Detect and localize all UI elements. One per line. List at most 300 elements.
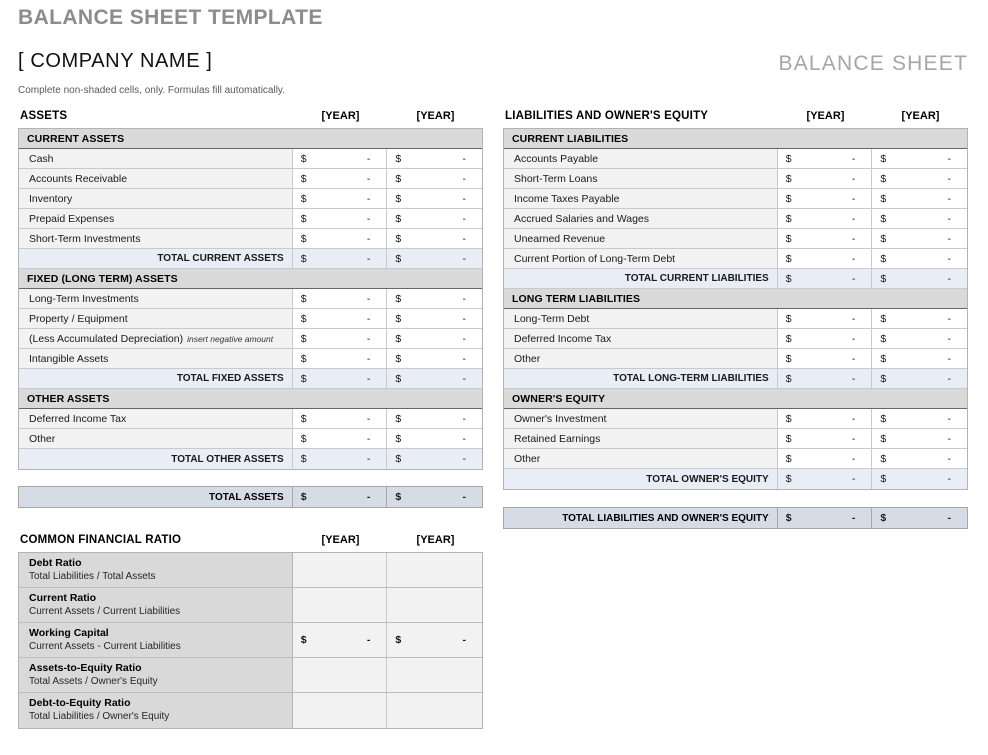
value-cell-year1[interactable] xyxy=(293,429,388,448)
currency-symbol: $ xyxy=(395,232,402,245)
line-item-row xyxy=(19,329,482,349)
currency-symbol: $ xyxy=(785,332,792,345)
line-item-row xyxy=(504,449,967,469)
value-cell-year1[interactable] xyxy=(293,409,388,428)
empty-value: - xyxy=(851,252,856,265)
empty-value: - xyxy=(462,252,466,265)
currency-symbol: $ xyxy=(395,312,402,325)
empty-value: - xyxy=(851,232,856,245)
row-label-text: Other xyxy=(514,352,541,365)
value-cell-year1[interactable] xyxy=(778,309,873,328)
empty-value: - xyxy=(851,212,856,225)
row-label-text: Short-Term Loans xyxy=(514,172,598,185)
row-label-text: Short-Term Investments xyxy=(29,232,141,245)
subtotal-row xyxy=(504,369,967,389)
line-item-row xyxy=(504,229,967,249)
empty-value: - xyxy=(947,252,952,265)
total-liabilities-equity-value-year2 xyxy=(872,508,967,528)
value-cell-year1[interactable] xyxy=(293,149,388,168)
currency-symbol: $ xyxy=(880,332,887,345)
subtotal-value-year2 xyxy=(872,469,967,489)
empty-value: - xyxy=(947,172,952,185)
row-label-text: Accrued Salaries and Wages xyxy=(514,212,650,225)
ratio-value-year1 xyxy=(293,623,388,657)
empty-value: - xyxy=(462,292,467,305)
empty-value: - xyxy=(947,272,951,285)
empty-value: - xyxy=(851,432,856,445)
value-cell-year2[interactable] xyxy=(387,209,482,228)
currency-symbol: $ xyxy=(300,152,307,165)
currency-symbol: $ xyxy=(880,192,887,205)
section-header-label: LONG TERM LIABILITIES xyxy=(512,292,641,305)
currency-symbol: $ xyxy=(300,372,307,385)
ratio-header-row xyxy=(18,531,483,548)
line-item-row xyxy=(19,229,482,249)
ratio-title: COMMON FINANCIAL RATIO xyxy=(20,533,182,546)
row-label-text: Property / Equipment xyxy=(29,312,128,325)
currency-symbol: $ xyxy=(785,352,792,365)
value-cell-year2[interactable] xyxy=(387,429,482,448)
ratio-label xyxy=(19,553,293,587)
line-item-row xyxy=(504,309,967,329)
currency-symbol: $ xyxy=(300,491,307,503)
empty-value: - xyxy=(366,332,371,345)
ratio-formula: Total Assets / Owner's Equity xyxy=(29,676,158,687)
line-item-row xyxy=(19,169,482,189)
currency-symbol: $ xyxy=(395,172,402,185)
liabilities-year-header-2[interactable]: [YEAR] xyxy=(901,109,940,122)
empty-value: - xyxy=(947,412,952,425)
empty-value: - xyxy=(462,491,466,503)
subtotal-value-year1 xyxy=(293,449,388,469)
currency-symbol: $ xyxy=(300,292,307,305)
empty-value: - xyxy=(462,332,467,345)
value-cell-year1[interactable] xyxy=(778,229,873,248)
currency-symbol: $ xyxy=(880,352,887,365)
value-cell-year1[interactable] xyxy=(293,229,388,248)
subtotal-value-year2 xyxy=(387,449,482,469)
section-header-row xyxy=(504,129,967,149)
assets-year-header-1[interactable]: [YEAR] xyxy=(321,109,360,122)
liabilities-title: LIABILITIES AND OWNER'S EQUITY xyxy=(505,109,709,122)
currency-symbol: $ xyxy=(880,432,887,445)
line-item-row xyxy=(504,429,967,449)
row-label-text: Accounts Payable xyxy=(514,152,599,165)
currency-symbol: $ xyxy=(880,473,887,485)
total-assets-value-year2 xyxy=(387,487,482,507)
ratio-value-year1 xyxy=(293,658,388,692)
currency-symbol: $ xyxy=(395,352,402,365)
row-label xyxy=(504,429,778,448)
subtotal-label: TOTAL CURRENT LIABILITIES xyxy=(504,269,778,288)
empty-value: - xyxy=(462,312,467,325)
value-cell-year2[interactable] xyxy=(872,149,967,168)
row-label xyxy=(504,169,778,188)
empty-value: - xyxy=(947,473,951,485)
currency-symbol: $ xyxy=(300,634,307,646)
assets-title: ASSETS xyxy=(20,109,68,122)
empty-value: - xyxy=(947,432,952,445)
ratio-row xyxy=(19,588,482,623)
ratio-row xyxy=(19,623,482,658)
value-cell-year1[interactable] xyxy=(293,329,388,348)
empty-value: - xyxy=(462,432,467,445)
empty-value: - xyxy=(462,352,467,365)
row-label xyxy=(504,309,778,328)
line-item-row xyxy=(504,409,967,429)
empty-value: - xyxy=(947,512,951,524)
row-label-text: Other xyxy=(514,452,541,465)
empty-value: - xyxy=(366,152,371,165)
currency-symbol: $ xyxy=(785,372,792,385)
line-item-row xyxy=(19,289,482,309)
liabilities-table xyxy=(503,128,968,490)
empty-value: - xyxy=(947,312,952,325)
ratio-name: Debt Ratio xyxy=(29,557,82,569)
empty-value: - xyxy=(947,152,952,165)
value-cell-year2[interactable] xyxy=(872,349,967,368)
row-label xyxy=(19,329,293,348)
currency-symbol: $ xyxy=(785,512,792,524)
section-header-row xyxy=(19,129,482,149)
value-cell-year1[interactable] xyxy=(293,209,388,228)
section-header-label: FIXED (LONG TERM) ASSETS xyxy=(27,272,178,285)
currency-symbol: $ xyxy=(300,212,307,225)
assets-table xyxy=(18,128,483,470)
total-assets-label: TOTAL ASSETS xyxy=(19,487,293,507)
line-item-row xyxy=(504,149,967,169)
line-item-row xyxy=(504,329,967,349)
total-assets-row xyxy=(18,486,483,508)
empty-value: - xyxy=(366,352,371,365)
empty-value: - xyxy=(947,452,952,465)
section-header-label: OTHER ASSETS xyxy=(27,392,110,405)
assets-year-header-2[interactable]: [YEAR] xyxy=(416,109,455,122)
line-item-row xyxy=(19,149,482,169)
section-header-row xyxy=(19,269,482,289)
row-label xyxy=(19,309,293,328)
empty-value: - xyxy=(462,152,467,165)
subtotal-label: TOTAL LONG-TERM LIABILITIES xyxy=(504,369,778,388)
empty-value: - xyxy=(947,352,952,365)
currency-symbol: $ xyxy=(395,634,402,646)
page-title: BALANCE SHEET TEMPLATE xyxy=(18,6,323,29)
value-cell-year2[interactable] xyxy=(387,189,482,208)
ratio-formula: Current Assets - Current Liabilities xyxy=(29,641,181,652)
currency-symbol: $ xyxy=(300,453,307,465)
value-cell-year1[interactable] xyxy=(778,449,873,468)
empty-value: - xyxy=(851,412,856,425)
empty-value: - xyxy=(462,453,466,465)
empty-value: - xyxy=(462,172,467,185)
ratio-table xyxy=(18,552,483,729)
value-cell-year1[interactable] xyxy=(293,189,388,208)
ratio-value-year2 xyxy=(387,693,482,728)
line-item-row xyxy=(504,189,967,209)
company-name-placeholder[interactable]: [ COMPANY NAME ] xyxy=(18,50,213,72)
row-label xyxy=(19,189,293,208)
value-cell-year1[interactable] xyxy=(778,209,873,228)
line-item-row xyxy=(19,189,482,209)
subtotal-value-year1 xyxy=(778,369,873,388)
value-cell-year1[interactable] xyxy=(778,329,873,348)
value-cell-year2[interactable] xyxy=(387,169,482,188)
empty-value: - xyxy=(947,192,952,205)
currency-symbol: $ xyxy=(785,172,792,185)
currency-symbol: $ xyxy=(395,412,402,425)
value-cell-year1[interactable] xyxy=(778,349,873,368)
ratio-label xyxy=(19,623,293,657)
currency-symbol: $ xyxy=(395,453,402,465)
row-label-text: Prepaid Expenses xyxy=(29,212,115,225)
row-label xyxy=(504,449,778,468)
value-cell-year1[interactable] xyxy=(778,189,873,208)
empty-value: - xyxy=(366,172,371,185)
empty-value: - xyxy=(462,412,467,425)
currency-symbol: $ xyxy=(300,312,307,325)
empty-value: - xyxy=(851,312,856,325)
value-cell-year1[interactable] xyxy=(293,289,388,308)
currency-symbol: $ xyxy=(395,192,402,205)
value-cell-year2[interactable] xyxy=(872,429,967,448)
value-cell-year2[interactable] xyxy=(872,409,967,428)
value-cell-year2[interactable] xyxy=(872,449,967,468)
ratio-value-year2 xyxy=(387,588,482,622)
row-label-text: Accounts Receivable xyxy=(29,172,128,185)
currency-symbol: $ xyxy=(300,332,307,345)
value-cell-year2[interactable] xyxy=(872,329,967,348)
empty-value: - xyxy=(366,252,371,265)
currency-symbol: $ xyxy=(785,192,792,205)
assets-header-row xyxy=(18,107,483,124)
subtotal-label: TOTAL FIXED ASSETS xyxy=(19,369,293,388)
value-cell-year2[interactable] xyxy=(387,149,482,168)
value-cell-year2[interactable] xyxy=(872,209,967,228)
empty-value: - xyxy=(366,634,371,646)
row-label-text: Income Taxes Payable xyxy=(514,192,620,205)
subtotal-label: TOTAL CURRENT ASSETS xyxy=(19,249,293,268)
currency-symbol: $ xyxy=(785,473,792,485)
empty-value: - xyxy=(462,372,466,385)
currency-symbol: $ xyxy=(880,512,887,524)
row-label-text: Cash xyxy=(29,152,54,165)
currency-symbol: $ xyxy=(300,432,307,445)
row-label xyxy=(19,349,293,368)
line-item-row xyxy=(19,209,482,229)
ratio-name: Assets-to-Equity Ratio xyxy=(29,662,142,674)
ratio-value-year1 xyxy=(293,553,388,587)
row-label-text: Current Portion of Long-Term Debt xyxy=(514,252,676,265)
currency-symbol: $ xyxy=(300,192,307,205)
currency-symbol: $ xyxy=(785,232,792,245)
section-header-label: CURRENT ASSETS xyxy=(27,132,125,145)
value-cell-year2[interactable] xyxy=(872,249,967,268)
empty-value: - xyxy=(851,332,856,345)
empty-value: - xyxy=(462,212,467,225)
empty-value: - xyxy=(366,372,371,385)
currency-symbol: $ xyxy=(300,352,307,365)
value-cell-year1[interactable] xyxy=(293,169,388,188)
value-cell-year2[interactable] xyxy=(387,409,482,428)
ratio-label xyxy=(19,588,293,622)
currency-symbol: $ xyxy=(395,152,402,165)
subtotal-value-year2 xyxy=(872,369,967,388)
currency-symbol: $ xyxy=(880,412,887,425)
currency-symbol: $ xyxy=(395,332,402,345)
ratio-year-header-2[interactable]: [YEAR] xyxy=(416,533,455,546)
currency-symbol: $ xyxy=(880,252,887,265)
subtotal-value-year2 xyxy=(387,249,482,268)
subtotal-value-year1 xyxy=(293,249,388,268)
value-cell-year1[interactable] xyxy=(778,249,873,268)
currency-symbol: $ xyxy=(395,292,402,305)
row-label xyxy=(504,209,778,228)
empty-value: - xyxy=(851,473,856,485)
value-cell-year1[interactable] xyxy=(293,309,388,328)
currency-symbol: $ xyxy=(880,372,887,385)
section-header-label: OWNER'S EQUITY xyxy=(512,392,606,405)
ratio-row xyxy=(19,658,482,693)
row-label-text: Owner's Investment xyxy=(514,412,607,425)
subtotal-label: TOTAL OTHER ASSETS xyxy=(19,449,293,469)
subtotal-row xyxy=(504,269,967,289)
row-label-text: Intangible Assets xyxy=(29,352,109,365)
subtotal-value-year1 xyxy=(778,469,873,489)
ratio-formula: Total Liabilities / Owner's Equity xyxy=(29,711,170,722)
currency-symbol: $ xyxy=(300,412,307,425)
value-cell-year1[interactable] xyxy=(778,169,873,188)
currency-symbol: $ xyxy=(395,432,402,445)
currency-symbol: $ xyxy=(880,172,887,185)
total-liabilities-equity-label: TOTAL LIABILITIES AND OWNER'S EQUITY xyxy=(504,508,778,528)
value-cell-year2[interactable] xyxy=(872,189,967,208)
row-label xyxy=(504,329,778,348)
empty-value: - xyxy=(851,512,856,524)
row-label xyxy=(19,169,293,188)
empty-value: - xyxy=(366,212,371,225)
currency-symbol: $ xyxy=(785,432,792,445)
empty-value: - xyxy=(851,452,856,465)
subtotal-row xyxy=(19,449,482,469)
value-cell-year2[interactable] xyxy=(872,229,967,248)
empty-value: - xyxy=(366,292,371,305)
empty-value: - xyxy=(851,192,856,205)
currency-symbol: $ xyxy=(300,232,307,245)
currency-symbol: $ xyxy=(880,272,887,285)
empty-value: - xyxy=(462,232,467,245)
value-cell-year1[interactable] xyxy=(778,429,873,448)
empty-value: - xyxy=(947,232,952,245)
empty-value: - xyxy=(851,172,856,185)
value-cell-year2[interactable] xyxy=(387,349,482,368)
empty-value: - xyxy=(366,312,371,325)
subtotal-value-year1 xyxy=(778,269,873,288)
ratio-name: Current Ratio xyxy=(29,592,97,604)
line-item-row xyxy=(504,209,967,229)
currency-symbol: $ xyxy=(785,212,792,225)
currency-symbol: $ xyxy=(880,152,887,165)
ratio-value-year2 xyxy=(387,623,482,657)
subtotal-value-year2 xyxy=(872,269,967,288)
row-label xyxy=(504,409,778,428)
row-label xyxy=(19,229,293,248)
ratio-value-year2 xyxy=(387,658,482,692)
ratio-value-year1 xyxy=(293,693,388,728)
section-header-label: CURRENT LIABILITIES xyxy=(512,132,629,145)
value-cell-year2[interactable] xyxy=(387,309,482,328)
row-label xyxy=(19,409,293,428)
line-item-row xyxy=(19,429,482,449)
currency-symbol: $ xyxy=(785,272,792,285)
row-label-text: Inventory xyxy=(29,192,73,205)
sheet-label: BALANCE SHEET xyxy=(778,52,968,75)
line-item-row xyxy=(504,169,967,189)
value-cell-year1[interactable] xyxy=(778,409,873,428)
currency-symbol: $ xyxy=(785,152,792,165)
currency-symbol: $ xyxy=(785,252,792,265)
ratio-label xyxy=(19,658,293,692)
currency-symbol: $ xyxy=(395,491,402,503)
empty-value: - xyxy=(366,432,371,445)
currency-symbol: $ xyxy=(880,452,887,465)
row-label-text: Long-Term Debt xyxy=(514,312,590,325)
section-header-row xyxy=(504,389,967,409)
row-label xyxy=(19,209,293,228)
liabilities-header-row xyxy=(503,107,968,124)
currency-symbol: $ xyxy=(880,212,887,225)
currency-symbol: $ xyxy=(785,312,792,325)
ratio-name: Debt-to-Equity Ratio xyxy=(29,697,131,709)
empty-value: - xyxy=(947,212,952,225)
value-cell-year2[interactable] xyxy=(387,229,482,248)
empty-value: - xyxy=(366,453,371,465)
row-label xyxy=(19,289,293,308)
ratio-formula: Total Liabilities / Total Assets xyxy=(29,571,156,582)
line-item-row xyxy=(19,309,482,329)
row-label-text: Deferred Income Tax xyxy=(514,332,612,345)
row-label xyxy=(504,249,778,268)
row-label-text: Retained Earnings xyxy=(514,432,601,445)
value-cell-year1[interactable] xyxy=(778,149,873,168)
subtotal-value-year2 xyxy=(387,369,482,388)
empty-value: - xyxy=(947,332,952,345)
line-item-row xyxy=(19,409,482,429)
currency-symbol: $ xyxy=(300,172,307,185)
liabilities-year-header-1[interactable]: [YEAR] xyxy=(806,109,845,122)
value-cell-year2[interactable] xyxy=(387,289,482,308)
ratio-year-header-1[interactable]: [YEAR] xyxy=(321,533,360,546)
empty-value: - xyxy=(366,192,371,205)
ratio-label xyxy=(19,693,293,728)
empty-value: - xyxy=(851,352,856,365)
empty-value: - xyxy=(851,272,856,285)
value-cell-year2[interactable] xyxy=(872,169,967,188)
empty-value: - xyxy=(462,634,467,646)
row-label-text: Other xyxy=(29,432,56,445)
row-label xyxy=(504,189,778,208)
row-label-text: Deferred Income Tax xyxy=(29,412,127,425)
ratio-name: Working Capital xyxy=(29,627,109,639)
currency-symbol: $ xyxy=(395,212,402,225)
currency-symbol: $ xyxy=(395,372,402,385)
ratio-value-year2 xyxy=(387,553,482,587)
currency-symbol: $ xyxy=(880,312,887,325)
empty-value: - xyxy=(947,372,951,385)
row-label xyxy=(19,149,293,168)
value-cell-year1[interactable] xyxy=(293,349,388,368)
value-cell-year2[interactable] xyxy=(387,329,482,348)
value-cell-year2[interactable] xyxy=(872,309,967,328)
